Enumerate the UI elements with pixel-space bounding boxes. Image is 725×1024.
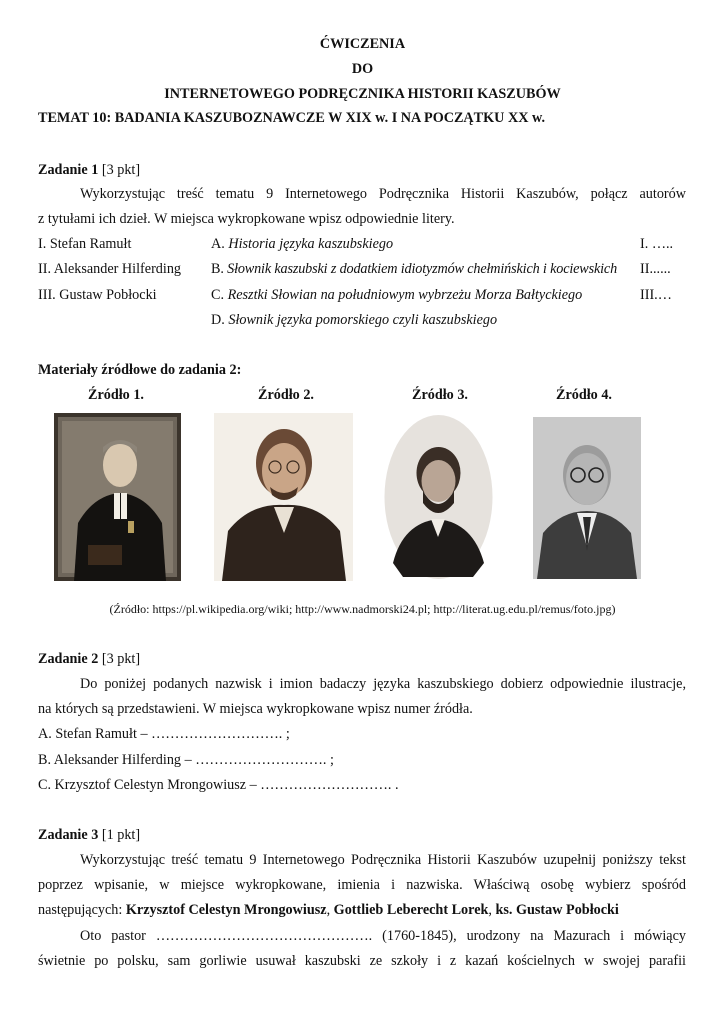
- task3-name-1: Krzysztof Celestyn Mrongowiusz: [125, 902, 327, 918]
- answer-2[interactable]: II......: [640, 261, 671, 277]
- task3-name-3: ks. Gustaw Pobłocki: [495, 902, 619, 918]
- task1-title: Zadanie 1: [38, 162, 99, 178]
- author-2: II. Aleksander Hilferding: [38, 261, 182, 277]
- title-line-2: DO: [351, 61, 374, 77]
- task2-instruction-2: na których są przedstawieni. W miejsca wykropkowane wpisz numer źródła.: [38, 701, 473, 717]
- sources-heading: Materiały źródłowe do zadania 2:: [38, 362, 242, 378]
- work-b: [211, 261, 617, 278]
- source-photo-1: [54, 413, 181, 581]
- task2-item-a[interactable]: A. Stefan Ramułt – ………………………. ;: [38, 726, 290, 742]
- task2-instruction-1: Do poniżej podanych nazwisk i imion badaczy języka kaszubskiego dobierz odpowiednie ilustracje,: [80, 676, 686, 692]
- work-b-letter: B.: [211, 261, 224, 277]
- task3-names-line: następujących: Krzysztof Celestyn Mrongowiusz, Gottlieb Leberecht Lorek, ks. Gustaw Pobłocki: [38, 902, 619, 918]
- task3-heading: [38, 827, 140, 844]
- portrait-painting-icon: [54, 413, 181, 581]
- title-line-1: ĆWICZENIA: [319, 36, 406, 52]
- title-line-3: INTERNETOWEGO PODRĘCZNIKA HISTORII KASZUBÓW: [164, 86, 561, 102]
- source-label-2: Źródło 2.: [258, 387, 314, 403]
- answer-3[interactable]: III.…: [640, 287, 672, 303]
- task1-points: [3 pkt]: [101, 162, 141, 178]
- task3-title: Zadanie 3: [38, 827, 99, 843]
- task2-title: Zadanie 2: [38, 651, 99, 667]
- author-1: I. Stefan Ramułt: [38, 236, 132, 252]
- sources-caption: (Źródło: https://pl.wikipedia.org/wiki; http://www.nadmorski24.pl; http://literat.ug.edu.pl/remus/foto.jpg): [109, 602, 616, 616]
- work-d-title: Słownik języka pomorskiego czyli kaszubskiego: [228, 312, 498, 328]
- author-3: III. Gustaw Pobłocki: [38, 287, 157, 303]
- task1-instruction-1: Wykorzystując treść tematu 9 Internetowego Podręcznika Historii Kaszubów, połącz autorów: [80, 186, 686, 202]
- work-a-title: Historia języka kaszubskiego: [228, 236, 394, 252]
- task1-instruction-2: z tytułami ich dzieł. W miejsca wykropkowane wpisz odpowiednie litery.: [38, 211, 455, 227]
- portrait-oval-icon: [383, 413, 494, 581]
- task3-instruction-1: Wykorzystując treść tematu 9 Internetowego Podręcznika Historii Kaszubów uzupełnij poniższy tekst: [80, 852, 686, 868]
- work-c: [211, 287, 582, 304]
- work-b-title: Słownik kaszubski z dodatkiem idiotyzmów chełmińskich i kociewskich: [227, 261, 618, 277]
- portrait-photo-icon: [214, 413, 353, 581]
- source-photo-2: [214, 413, 353, 581]
- topic-heading: TEMAT 10: BADANIA KASZUBOZNAWCZE W XIX w. I NA POCZĄTKU XX w.: [38, 110, 546, 126]
- work-d: [211, 312, 497, 329]
- work-c-letter: C.: [211, 287, 225, 303]
- source-photo-4: [533, 417, 641, 579]
- portrait-grayscale-icon: [533, 417, 641, 579]
- source-label-1: Źródło 1.: [88, 387, 144, 403]
- task3-name-2: Gottlieb Leberecht Lorek: [333, 902, 489, 918]
- source-label-3: Źródło 3.: [412, 387, 468, 403]
- task2-item-c[interactable]: C. Krzysztof Celestyn Mrongowiusz – ………………………. .: [38, 777, 399, 793]
- source-label-4: Źródło 4.: [556, 387, 612, 403]
- task3-text-1[interactable]: Oto pastor ………………………………………. (1760-1845), urodzony na Mazurach i mówiący: [80, 928, 686, 944]
- task3-instruction-2: poprzez wpisanie, w miejsce wykropkowane, imienia i nazwiska. Właściwą osobę wybierz spośród: [38, 877, 686, 893]
- task2-item-b[interactable]: B. Aleksander Hilferding – ………………………. ;: [38, 752, 334, 768]
- work-a: [211, 236, 393, 253]
- answer-1[interactable]: I. …..: [640, 236, 674, 252]
- work-d-letter: D.: [211, 312, 225, 328]
- task1-heading: [38, 162, 140, 179]
- work-c-title: Resztki Słowian na południowym wybrzeżu Morza Bałtyckiego: [227, 287, 583, 303]
- task3-names-prefix: następujących:: [38, 902, 126, 918]
- work-a-letter: A.: [211, 236, 225, 252]
- task3-text-2: świetnie po polsku, sam gorliwie usuwał kaszubski ze szkoły i z kazań kościelnych w swojej parafii: [38, 953, 686, 969]
- task3-points: [1 pkt]: [101, 827, 141, 843]
- task2-heading: [38, 651, 140, 668]
- source-photo-3: [383, 413, 494, 581]
- task2-points: [3 pkt]: [101, 651, 141, 667]
